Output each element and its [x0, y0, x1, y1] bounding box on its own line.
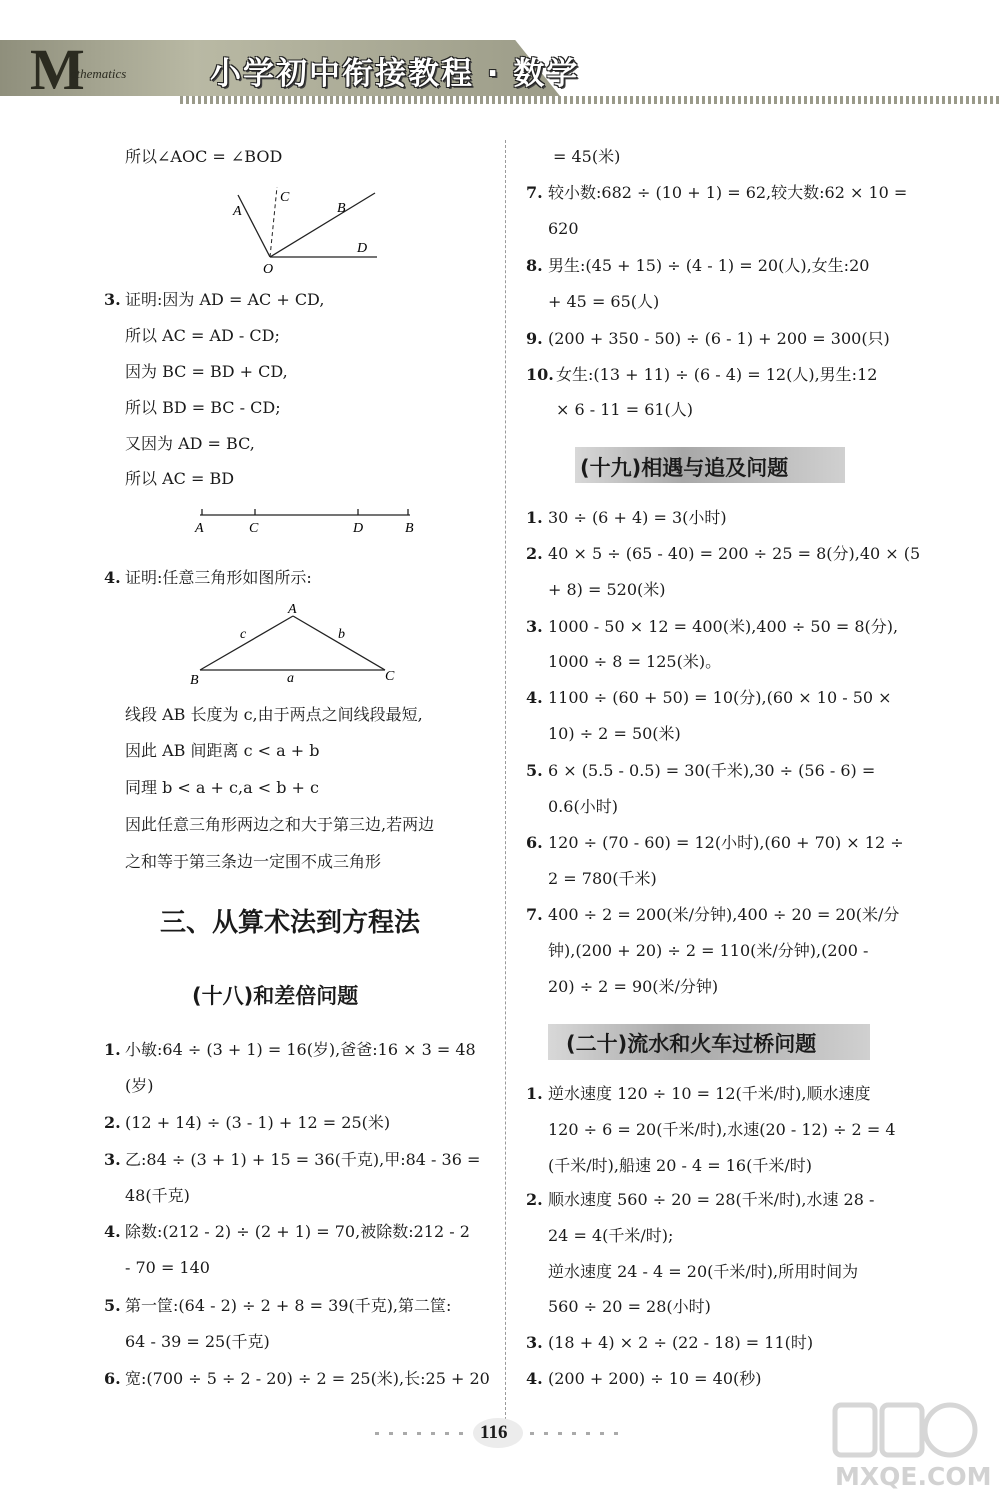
item-number: 5.: [526, 761, 543, 780]
logo-subtitle: athematics: [70, 66, 127, 81]
answer-line: 2 = 780(千米): [548, 869, 657, 888]
item-number: 8.: [526, 256, 543, 275]
answer-line: 1100 ÷ (60 + 50) = 10(分),(60 × 10 - 50 ×: [548, 688, 892, 707]
item-number: 7.: [526, 183, 543, 202]
fig2-label-c: C: [249, 521, 259, 536]
answer-line: (千米/时),船速 20 - 4 = 16(千米/时): [548, 1156, 812, 1175]
fig3-label-a-vertex: A: [288, 602, 297, 617]
section-title-19: (十九)相遇与追及问题: [580, 456, 789, 480]
item-number: 3.: [526, 617, 543, 636]
answer-line: (200 + 200) ÷ 10 = 40(秒): [548, 1369, 762, 1388]
answer-line: 64 - 39 = 25(千克): [125, 1332, 270, 1351]
column-divider: [505, 140, 506, 1430]
item-number: 2.: [526, 544, 543, 563]
section-title-20: (二十)流水和火车过桥问题: [566, 1032, 817, 1056]
fig1-label-a: A: [233, 204, 242, 219]
answer-line: + 8) = 520(米): [548, 580, 666, 599]
item-number: 1.: [104, 1040, 121, 1059]
answer-line: 24 = 4(千米/时);: [548, 1226, 674, 1245]
triangle-figure: [185, 598, 405, 686]
answer-line: 逆水速度 24 - 4 = 20(千米/时),所用时间为: [548, 1262, 859, 1281]
answer-line: × 6 - 11 = 61(人): [556, 400, 694, 419]
book-title: 小学初中衔接教程 · 数学: [210, 56, 580, 92]
answer-line: (200 + 350 - 50) ÷ (6 - 1) + 200 = 300(只): [548, 329, 890, 348]
proof4-line: 因此任意三角形两边之和大于第三边,若两边: [125, 815, 435, 834]
answer-line: 第一筐:(64 - 2) ÷ 2 + 8 = 39(千克),第二筐:: [125, 1296, 452, 1315]
proof4-line: 因此 AB 间距离 c < a + b: [125, 741, 320, 760]
logo-letter: M: [30, 37, 85, 102]
item-number: 1.: [526, 508, 543, 527]
answer-line: 30 ÷ (6 + 4) = 3(小时): [548, 508, 727, 527]
answer-line: 0.6(小时): [548, 797, 618, 816]
answer-line: 400 ÷ 2 = 200(米/分钟),400 ÷ 20 = 20(米/分: [548, 905, 900, 924]
fig2-label-b: B: [405, 521, 414, 536]
answer-line: - 70 = 140: [125, 1258, 210, 1277]
item-number: 9.: [526, 329, 543, 348]
fig2-label-d: D: [353, 521, 364, 536]
item-number: 4.: [104, 1222, 121, 1241]
watermark-text: MXQE.COM: [835, 1462, 992, 1491]
answer-line: 120 ÷ 6 = 20(千米/时),水速(20 - 12) ÷ 2 = 4: [548, 1120, 896, 1139]
answer-line: 较小数:682 ÷ (10 + 1) = 62,较大数:62 × 10 =: [548, 183, 908, 202]
answer-line: 宽:(700 ÷ 5 ÷ 2 - 20) ÷ 2 = 25(米),长:25 + 20: [125, 1369, 490, 1388]
answer-line: 1000 - 50 × 12 = 400(米),400 ÷ 50 = 8(分),: [548, 617, 899, 636]
proof3-line: 因为 BC = BD + CD,: [125, 362, 288, 381]
item-number: 7.: [526, 905, 543, 924]
answer-line: 小敏:64 ÷ (3 + 1) = 16(岁),爸爸:16 × 3 = 48: [125, 1040, 476, 1059]
proof3-line: 所以 BD = BC - CD;: [125, 398, 281, 417]
answer-line: (18 + 4) × 2 ÷ (22 - 18) = 11(时): [548, 1333, 814, 1352]
fig2-label-a: A: [195, 521, 204, 536]
answer-line: 20) ÷ 2 = 90(米/分钟): [548, 977, 719, 996]
answer-line: 40 × 5 ÷ (65 - 40) = 200 ÷ 25 = 8(分),40 × (5: [548, 544, 921, 563]
answer-line: 钟),(200 + 20) ÷ 2 = 110(米/分钟),(200 -: [548, 941, 869, 960]
answer-line: 顺水速度 560 ÷ 20 = 28(千米/时),水速 28 -: [548, 1190, 875, 1209]
item-number: 2.: [526, 1190, 543, 1209]
section-title-18: (十八)和差倍问题: [192, 984, 359, 1008]
answer-line: 男生:(45 + 15) ÷ (4 - 1) = 20(人),女生:20: [548, 256, 870, 275]
footer-dots-right: [530, 1432, 620, 1435]
page-header: [0, 0, 1000, 110]
header-dotted-rule: [180, 96, 1000, 104]
answer-line: 除数:(212 - 2) ÷ (2 + 1) = 70,被除数:212 - 2: [125, 1222, 470, 1241]
item-number: 6.: [526, 833, 543, 852]
proof3-line: 又因为 AD = BC,: [125, 434, 255, 453]
answer-line: 560 ÷ 20 = 28(小时): [548, 1297, 711, 1316]
answer-line: + 45 = 65(人): [548, 292, 660, 311]
item-number: 5.: [104, 1296, 121, 1315]
item-number: 1.: [526, 1084, 543, 1103]
answer-line: 逆水速度 120 ÷ 10 = 12(千米/时),顺水速度: [548, 1084, 871, 1103]
item-number: 4.: [526, 688, 543, 707]
fig1-label-c: C: [280, 190, 290, 205]
answer-line: = 45(米): [553, 147, 621, 166]
fig3-side-b: b: [338, 627, 345, 642]
fig1-label-o: O: [263, 262, 274, 275]
proof3-line: 所以 AC = BD: [125, 469, 235, 488]
answer-line: 120 ÷ (70 - 60) = 12(小时),(60 + 70) × 12 ÷: [548, 833, 904, 852]
proof3-line: 所以 AC = AD - CD;: [125, 326, 280, 345]
answer-line: 6 × (5.5 - 0.5) = 30(千米),30 ÷ (56 - 6) =: [548, 761, 876, 780]
item-number: 4.: [104, 568, 121, 587]
fig1-label-d: D: [357, 241, 368, 256]
answer-line: 乙:84 ÷ (3 + 1) + 15 = 36(千克),甲:84 - 36 =: [125, 1150, 481, 1169]
fig3-side-c: c: [240, 627, 247, 642]
item-number: 3.: [104, 290, 121, 309]
answer-line: (岁): [125, 1076, 154, 1095]
item-number: 6.: [104, 1369, 121, 1388]
fig3-side-a: a: [287, 671, 294, 686]
angle-figure: [225, 183, 390, 275]
proof3-line: 证明:因为 AD = AC + CD,: [125, 290, 325, 309]
answer-line: 620: [548, 219, 579, 238]
fig3-label-b-vertex: B: [190, 673, 199, 686]
answer-line: 1000 ÷ 8 = 125(米)。: [548, 652, 722, 671]
answer-line: 48(千克): [125, 1186, 190, 1205]
left-line-1: 所以∠AOC = ∠BOD: [125, 147, 283, 166]
page-number: 116: [480, 1422, 508, 1443]
item-number: 10.: [526, 365, 554, 384]
item-number: 3.: [104, 1150, 121, 1169]
item-number: 3.: [526, 1333, 543, 1352]
proof4-line: 同理 b < a + c,a < b + c: [125, 778, 319, 797]
chapter-title: 三、从算术法到方程法: [160, 908, 421, 938]
fig3-label-c-vertex: C: [385, 669, 395, 684]
answer-line: 10) ÷ 2 = 50(米): [548, 724, 681, 743]
footer-dots-left: [375, 1432, 465, 1435]
proof4-line: 线段 AB 长度为 c,由于两点之间线段最短,: [125, 705, 423, 724]
answer-line: (12 + 14) ÷ (3 - 1) + 12 = 25(米): [125, 1113, 391, 1132]
proof4-intro: 证明:任意三角形如图所示:: [125, 568, 312, 587]
fig1-label-b: B: [337, 201, 346, 216]
item-number: 2.: [104, 1113, 121, 1132]
proof4-line: 之和等于第三条边一定围不成三角形: [125, 852, 382, 871]
answer-line: 女生:(13 + 11) ÷ (6 - 4) = 12(人),男生:12: [556, 365, 878, 384]
segment-figure: [190, 500, 420, 540]
item-number: 4.: [526, 1369, 543, 1388]
